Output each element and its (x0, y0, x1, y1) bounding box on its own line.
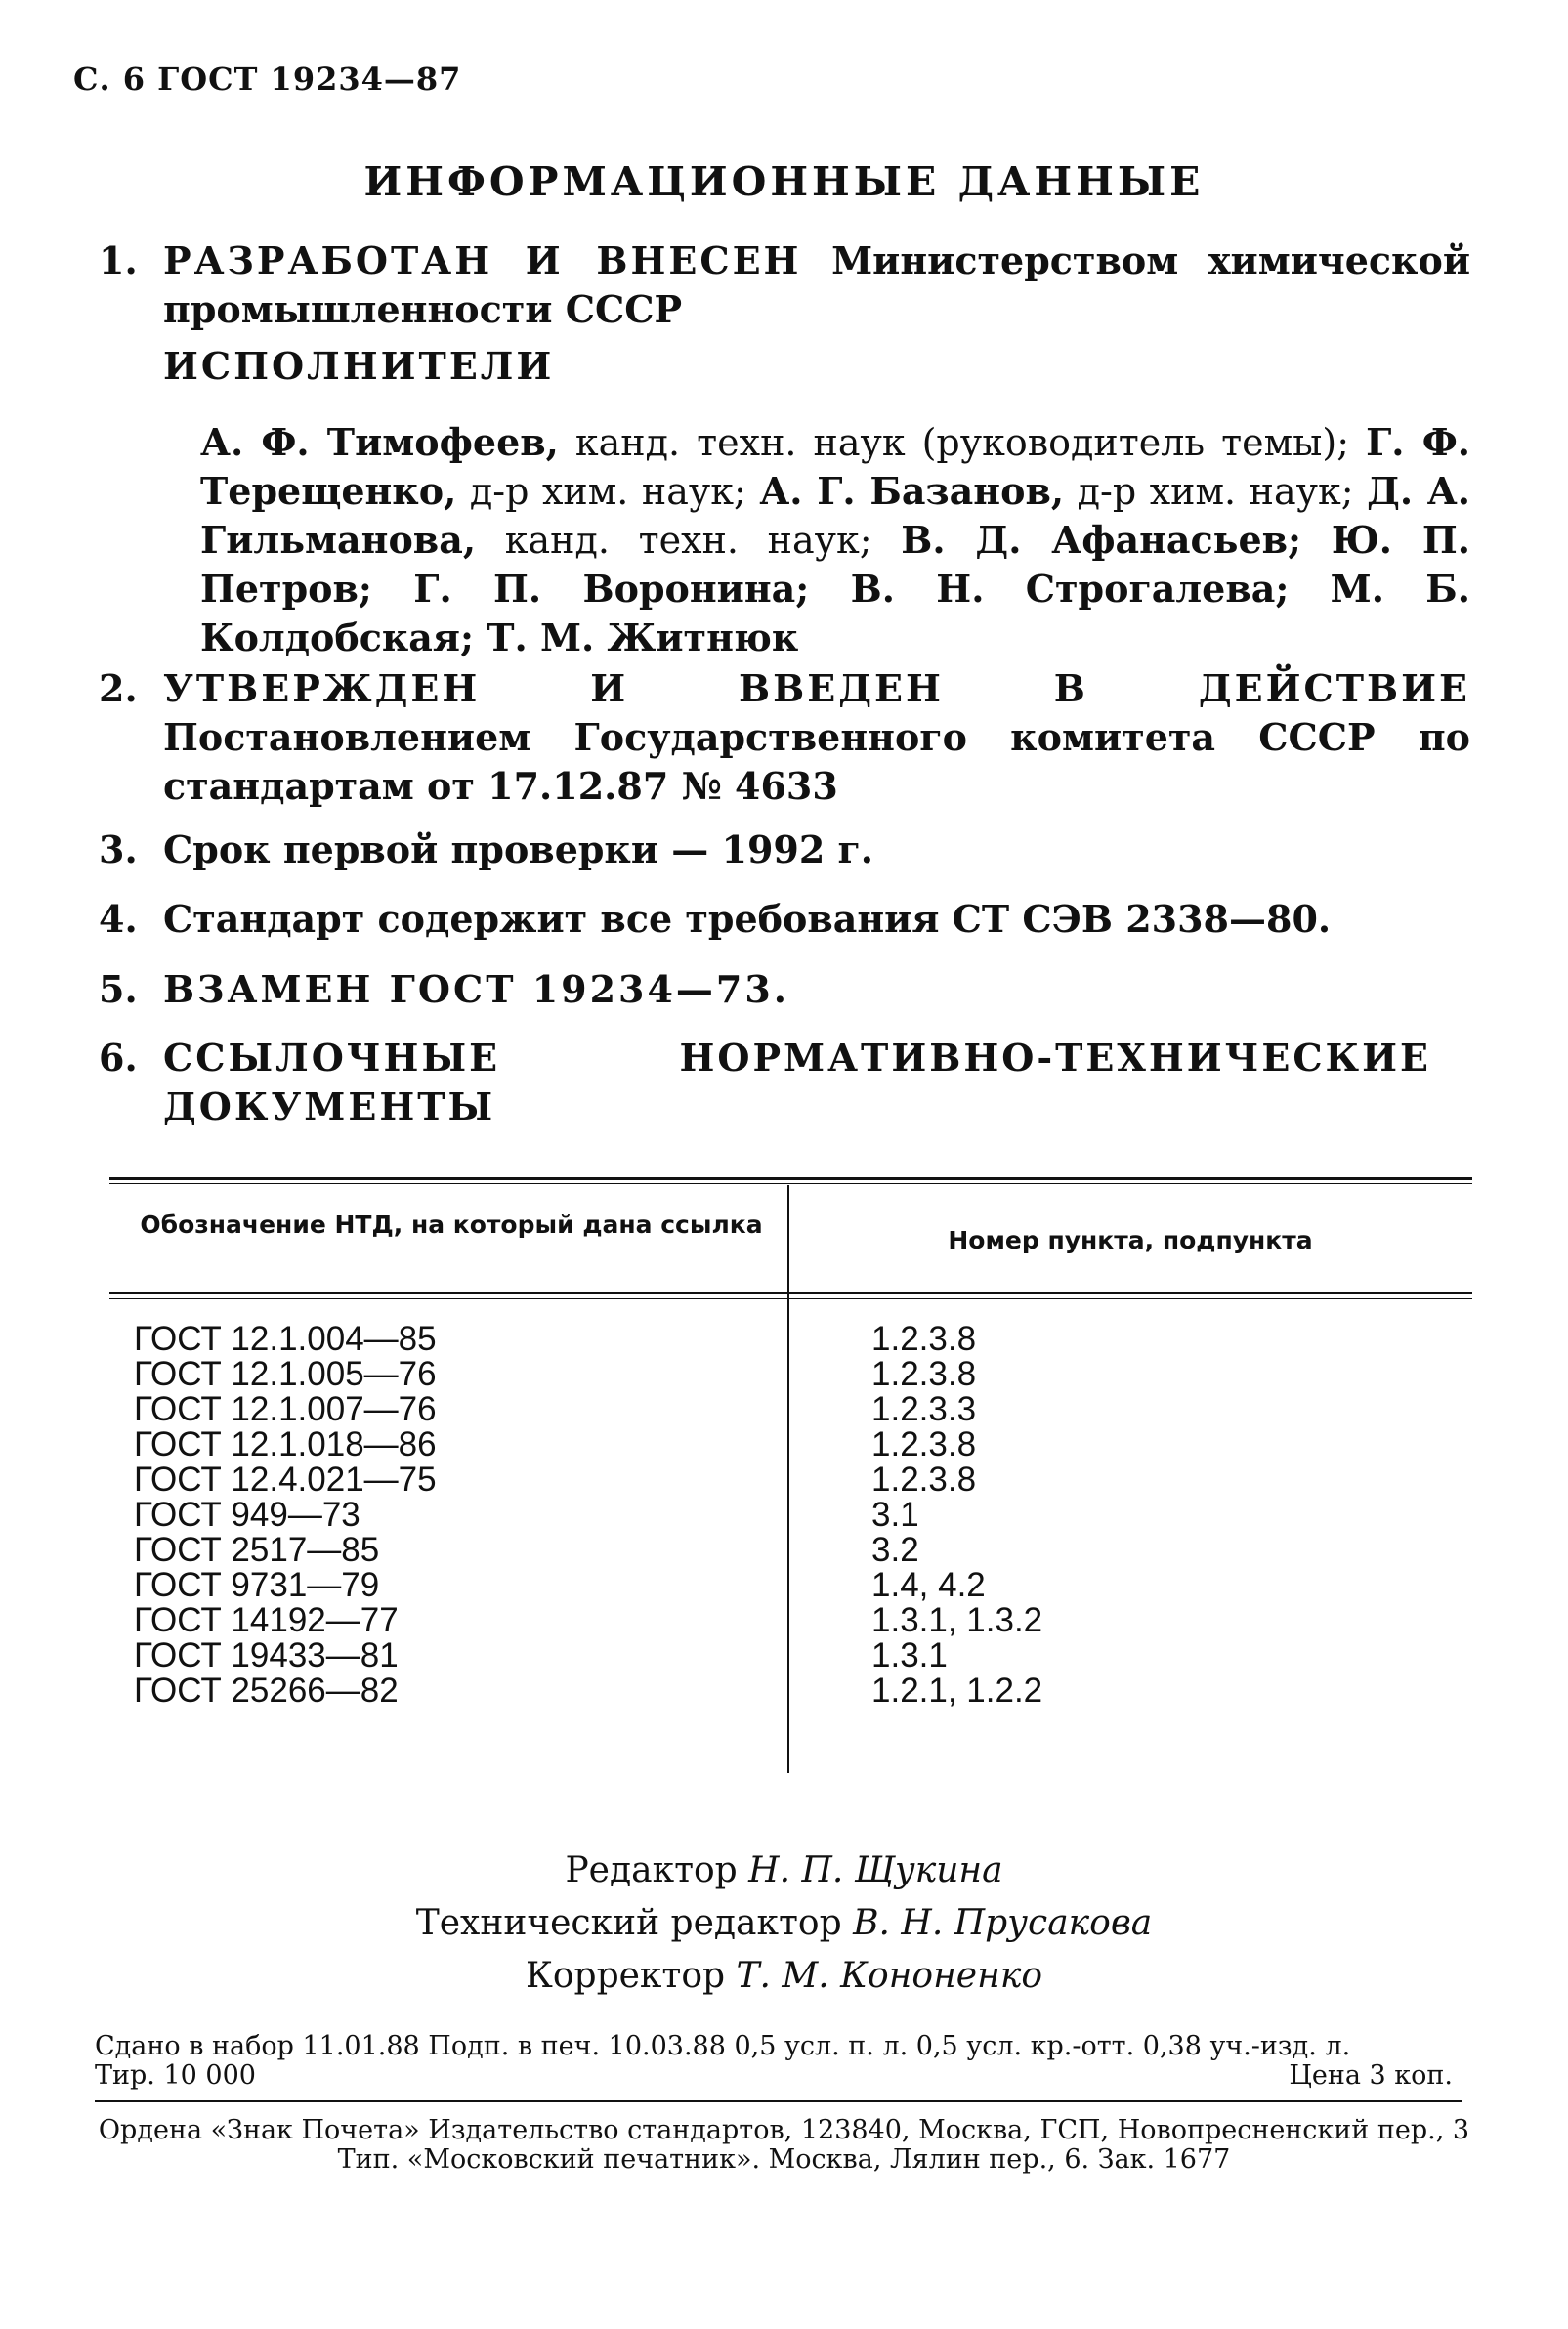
item-number: 1. (99, 238, 138, 282)
table-cell: 1.2.3.3 (871, 1390, 977, 1428)
table-cell: 1.2.3.8 (871, 1425, 977, 1463)
executor-desc: канд. техн. наук; (476, 519, 902, 562)
item-number: 3. (99, 827, 138, 871)
item-body: Стандарт содержит все требования СТ СЭВ 2338—80. (163, 897, 1332, 941)
executor-desc: д-р хим. наук; (456, 470, 760, 513)
table-cell: ГОСТ 949—73 (134, 1496, 360, 1534)
item-body: ВЗАМЕН ГОСТ 19234—73. (163, 967, 790, 1011)
table-cell: ГОСТ 12.1.007—76 (134, 1390, 437, 1428)
references-table (109, 1177, 1472, 1773)
credit-role: Технический редактор (415, 1903, 854, 1943)
item-5 (99, 965, 1470, 1014)
credit-person: Т. М. Кононенко (736, 1956, 1042, 1996)
table-header-designation: Обозначение НТД, на который дана ссылка (140, 1210, 763, 1239)
table-rule (109, 1298, 1472, 1299)
item-body (163, 664, 1470, 811)
table-cell: 3.1 (871, 1496, 919, 1534)
credit-role: Редактор (565, 1850, 749, 1890)
table-header-clause: Номер пункта, подпункта (948, 1226, 1313, 1254)
table-cell: 1.2.3.8 (871, 1320, 977, 1358)
item-6 (99, 1034, 1431, 1131)
item-number: 2. (99, 666, 138, 710)
table-cell: 1.4, 4.2 (871, 1566, 986, 1604)
table-cell: 3.2 (871, 1531, 919, 1569)
printer-line: Тип. «Московский печатник». Москва, Лялин пер., 6. Зак. 1677 (337, 2144, 1231, 2175)
item-3 (99, 826, 1470, 874)
table-rule (109, 1292, 1472, 1294)
item-4 (99, 895, 1470, 944)
executors-list (200, 418, 1470, 662)
table-cell: 1.2.3.8 (871, 1355, 977, 1393)
item-body: Срок первой проверки — 1992 г. (163, 827, 874, 871)
table-cell: ГОСТ 14192—77 (134, 1601, 399, 1639)
designation-column (134, 1322, 437, 1709)
table-cell: 1.2.3.8 (871, 1461, 977, 1499)
item-text: Постановлением Государственного комитета СССР по стандартам от 17.12.87 № 4633 (163, 715, 1470, 808)
credits (0, 1844, 1568, 2003)
page-title: ИНФОРМАЦИОННЫЕ ДАННЫЕ (363, 158, 1205, 205)
executor-desc: канд. техн. наук (руководитель темы); (558, 421, 1367, 464)
table-cell: 1.3.1, 1.3.2 (871, 1601, 1043, 1639)
item-1 (99, 236, 1471, 334)
table-cell: ГОСТ 12.4.021—75 (134, 1461, 437, 1499)
clause-column (871, 1322, 1042, 1709)
table-cell: 1.2.1, 1.2.2 (871, 1672, 1043, 1710)
price: Цена 3 коп. (1289, 2060, 1453, 2091)
table-cell: ГОСТ 25266—82 (134, 1672, 399, 1710)
item-number: 6. (99, 1036, 138, 1080)
table-rule (109, 1177, 1472, 1180)
executors-heading: ИСПОЛНИТЕЛИ (163, 344, 555, 388)
executor-name: Г. Ф. Терещенко, (200, 420, 1470, 513)
executor-name: Д. А. Гильманова, (200, 469, 1470, 562)
page-header: С. 6 ГОСТ 19234—87 (73, 61, 462, 98)
table-cell: ГОСТ 12.1.004—85 (134, 1320, 437, 1358)
credit-tech-editor (0, 1897, 1568, 1950)
item-number: 4. (99, 897, 138, 941)
table-cell: 1.3.1 (871, 1636, 948, 1674)
executor-desc: д-р хим. наук; (1064, 470, 1368, 513)
item-number: 5. (99, 967, 138, 1011)
table-cell: ГОСТ 12.1.018—86 (134, 1425, 437, 1463)
credit-person: В. Н. Прусакова (853, 1903, 1153, 1943)
publisher-line: Ордена «Знак Почета» Издательство стандартов, 123840, Москва, ГСП, Новопресненский пер., 3 (98, 2115, 1470, 2145)
item-2 (99, 664, 1470, 811)
executor-name: А. Г. Базанов, (759, 469, 1065, 513)
table-rule (109, 1183, 1472, 1184)
table-cell: ГОСТ 2517—85 (134, 1531, 380, 1569)
table-column-divider (787, 1185, 789, 1773)
item-text: Министерством химической промышленности СССР (163, 238, 1471, 331)
footer-rule (95, 2100, 1462, 2102)
imprint-line (95, 2061, 1453, 2091)
item-body: ССЫЛОЧНЫЕ НОРМАТИВНО-ТЕХНИЧЕСКИЕ ДОКУМЕНТЫ (163, 1036, 1431, 1128)
credit-person: Н. П. Щукина (748, 1850, 1003, 1890)
publisher-info (0, 2116, 1568, 2175)
table-cell: ГОСТ 19433—81 (134, 1636, 399, 1674)
imprint-line: Сдано в набор 11.01.88 Подп. в печ. 10.03.88 0,5 усл. п. л. 0,5 усл. кр.-отт. 0,38 уч.-изд. л. (95, 2031, 1351, 2061)
credit-role: Корректор (526, 1956, 737, 1996)
item-lead: УТВЕРЖДЕН И ВВЕДЕН В ДЕЙСТВИЕ (163, 666, 1470, 710)
executor-name: А. Ф. Тимофеев, (200, 420, 559, 464)
executor-name: В. Д. Афанасьев; Ю. П. Петров; Г. П. Воронина; В. Н. Строгалева; М. Б. Колдобская; Т. М. Житнюк (200, 518, 1470, 659)
item-lead: РАЗРАБОТАН И ВНЕСЕН (163, 238, 802, 282)
table-cell: ГОСТ 9731—79 (134, 1566, 380, 1604)
item-body (163, 236, 1470, 334)
credit-editor (0, 1844, 1568, 1897)
print-run: Тир. 10 000 (95, 2060, 256, 2091)
credit-proofreader (0, 1950, 1568, 2003)
table-cell: ГОСТ 12.1.005—76 (134, 1355, 437, 1393)
